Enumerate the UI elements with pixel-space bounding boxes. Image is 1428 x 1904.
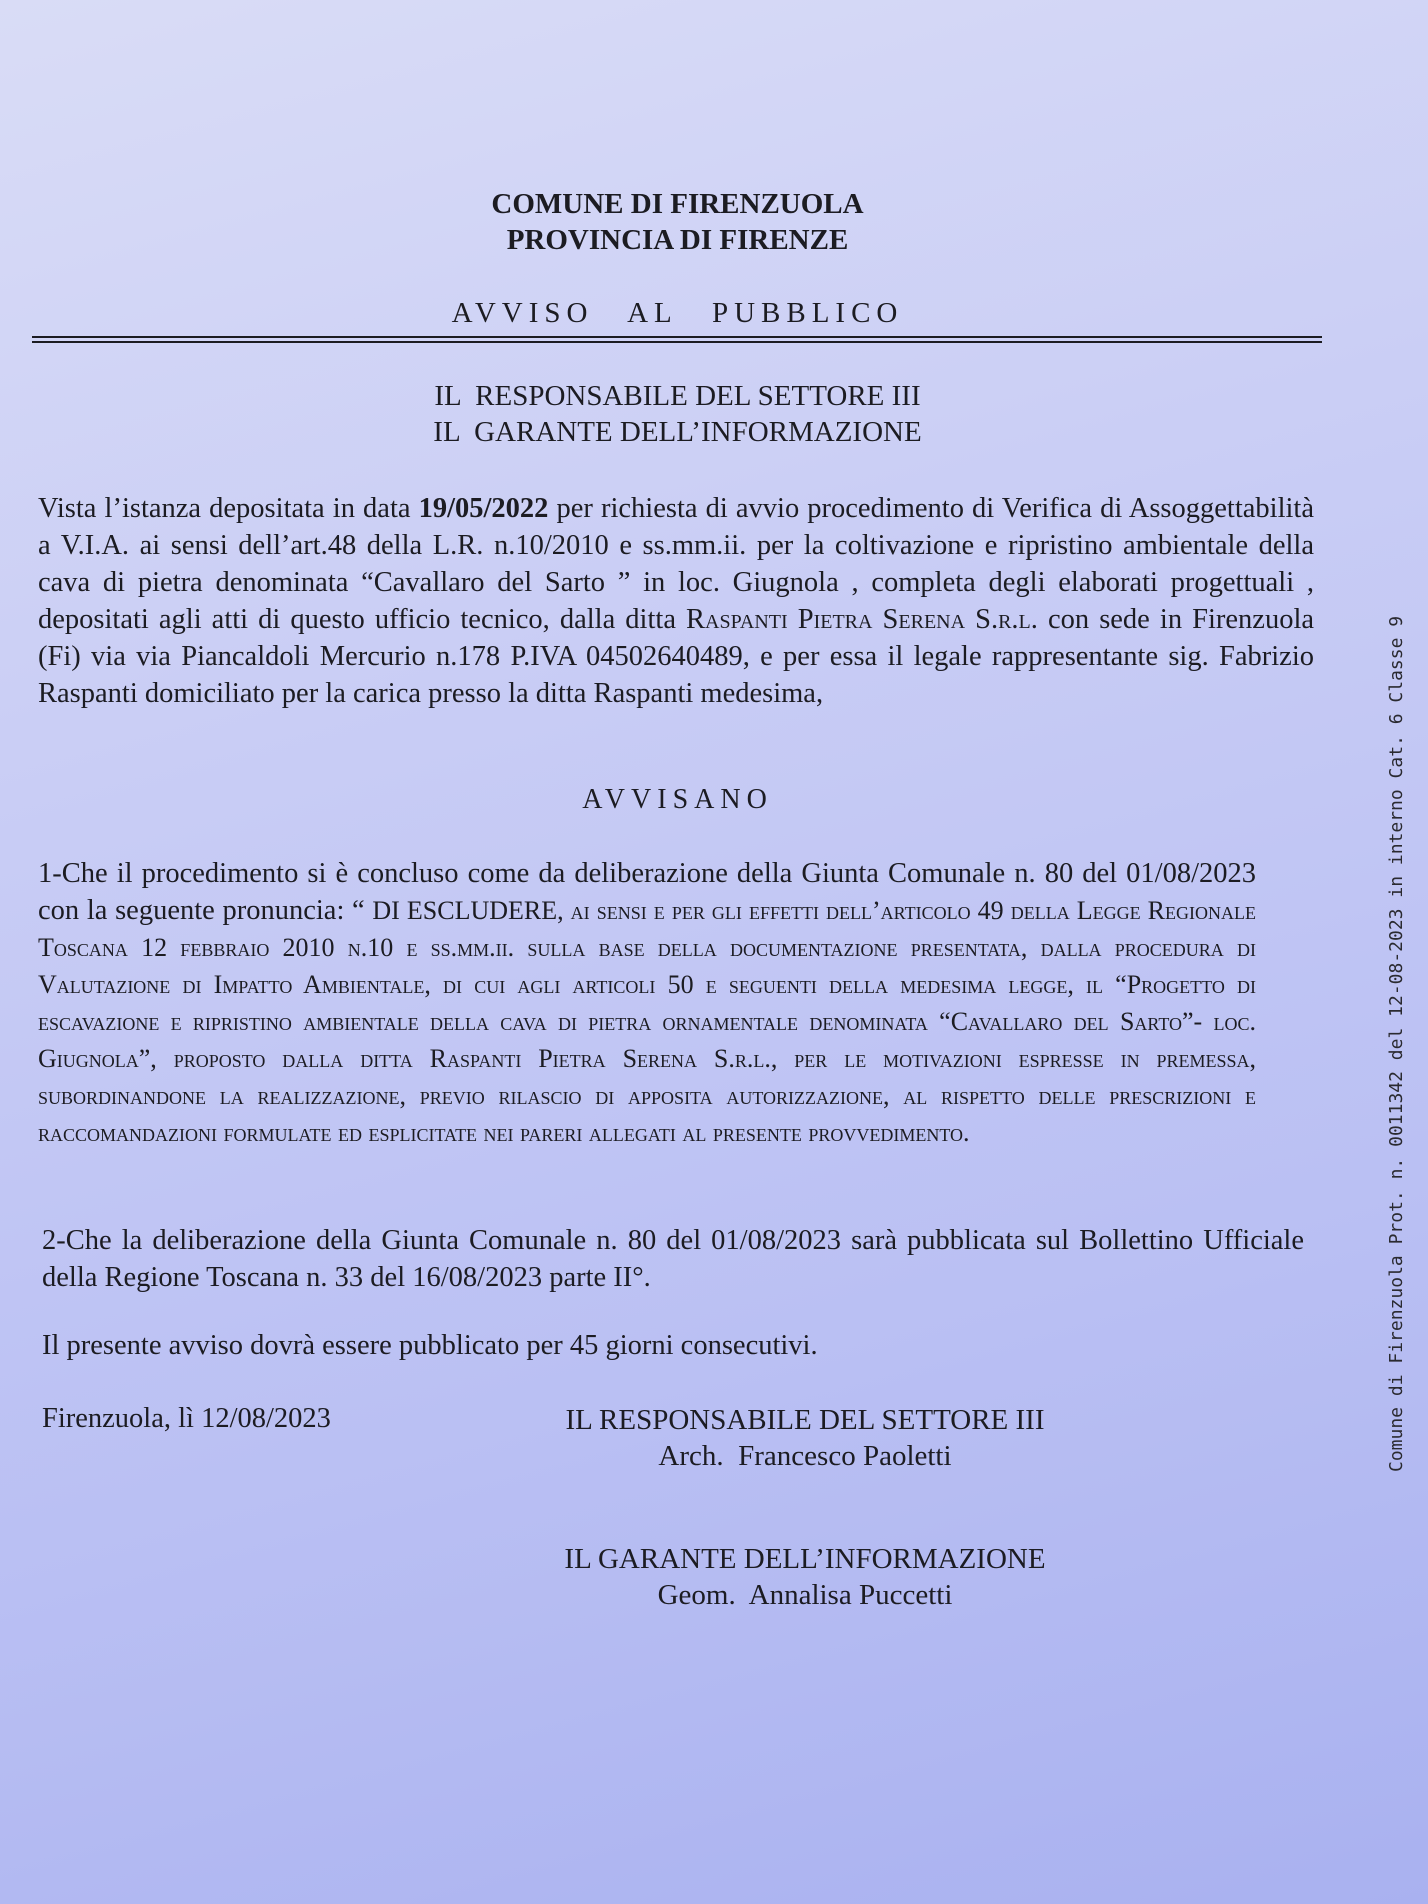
place-date: Firenzuola, lì 12/08/2023 (42, 1403, 331, 1434)
intro-paragraph (38, 490, 1314, 712)
signature-1-name: Arch. Francesco Paoletti (658, 1440, 952, 1472)
intro-company: Raspanti Pietra Serena S.r.l. (686, 604, 1038, 635)
issuer-role-2: IL GARANTE DELL’INFORMAZIONE (433, 416, 922, 448)
notice-title: AVVISO AL PUBBLICO (451, 297, 904, 329)
point-1-paragraph (38, 855, 1256, 1151)
point-2-paragraph: 2-Che la deliberazione della Giunta Comunale n. 80 del 01/08/2023 sarà pubblicata sul Bollettino Ufficiale della Regione Toscana n. 33 del 16/08/2023 parte II°. (42, 1225, 1304, 1293)
issuer-role-1: IL RESPONSABILE DEL SETTORE III (434, 380, 921, 412)
double-rule-top (32, 336, 1322, 338)
point-1-pronuncia: DI ESCLUDERE, ai sensi e per gli effetti dell’articolo 49 della Legge Regionale Toscana 12 febbraio 2010 n.10 e ss.mm.ii. sulla base della documentazione presentata, dalla procedura di Valutazione di Impatto Ambientale, di cui agli articoli 50 e seguenti della medesima legge, il “Progetto di escavazione e ripristino ambientale della cava di pietra ornamentale denominata “Cavallaro del Sarto”- loc. Giugnola”, proposto dalla ditta Raspanti Pietra Serena S.r.l., per le motivazioni espresse in premessa, subordinandone la realizzazione, previo rilascio di apposita autorizzazione, al rispetto delle prescrizioni e raccomandazioni formulate ed esplicitate nei pareri allegati al presente provvedimento. (38, 896, 1256, 1147)
signature-2-role: IL GARANTE DELL’INFORMAZIONE (564, 1543, 1046, 1575)
point-1-lead: 1-Che il procedimento si è concluso come da deliberazione della Giunta Comunale n. 80 del 01/08/2023 con la seguente pronuncia: “ (38, 858, 1256, 926)
protocol-stamp-text: Comune di Firenzuola Prot. n. 0011342 del 12-08-2023 in interno Cat. 6 Classe 9 (1386, 615, 1407, 1472)
signature-1-role: IL RESPONSABILE DEL SETTORE III (565, 1404, 1045, 1436)
publication-note: Il presente avviso dovrà essere pubblicato per 45 giorni consecutivi. (42, 1330, 818, 1361)
signature-2-name: Geom. Annalisa Puccetti (657, 1579, 953, 1611)
intro-text-2: per richiesta di avvio procedimento di Verifica di Assoggettabilità a V.I.A. ai sensi dell’art.48 della L.R. n.10/2010 e ss.mm.ii. per la coltivazione e ripristino ambientale della cava di pietra denominata “Cavallaro del Sarto ” in loc. Giugnola , completa degli elaborati progettuali , depositati agli atti di questo ufficio tecnico, dalla ditta (38, 493, 1314, 635)
provincia-title: PROVINCIA DI FIRENZE (506, 224, 849, 256)
intro-text-1: Vista l’istanza depositata in data (38, 493, 419, 524)
intro-text-3: con sede in Firenzuola (Fi) via via Piancaldoli Mercurio n.178 P.IVA 04502640489, e per essa il legale rappresentante sig. Fabrizio Raspanti domiciliato per la carica presso la ditta Raspanti medesima, (38, 604, 1315, 709)
avvisano-heading: AVVISANO (582, 784, 773, 815)
protocol-stamp (1386, 512, 1416, 1472)
double-rule-bottom (32, 341, 1322, 343)
comune-title: COMUNE DI FIRENZUOLA (491, 188, 864, 220)
intro-date: 19/05/2022 (418, 493, 549, 524)
